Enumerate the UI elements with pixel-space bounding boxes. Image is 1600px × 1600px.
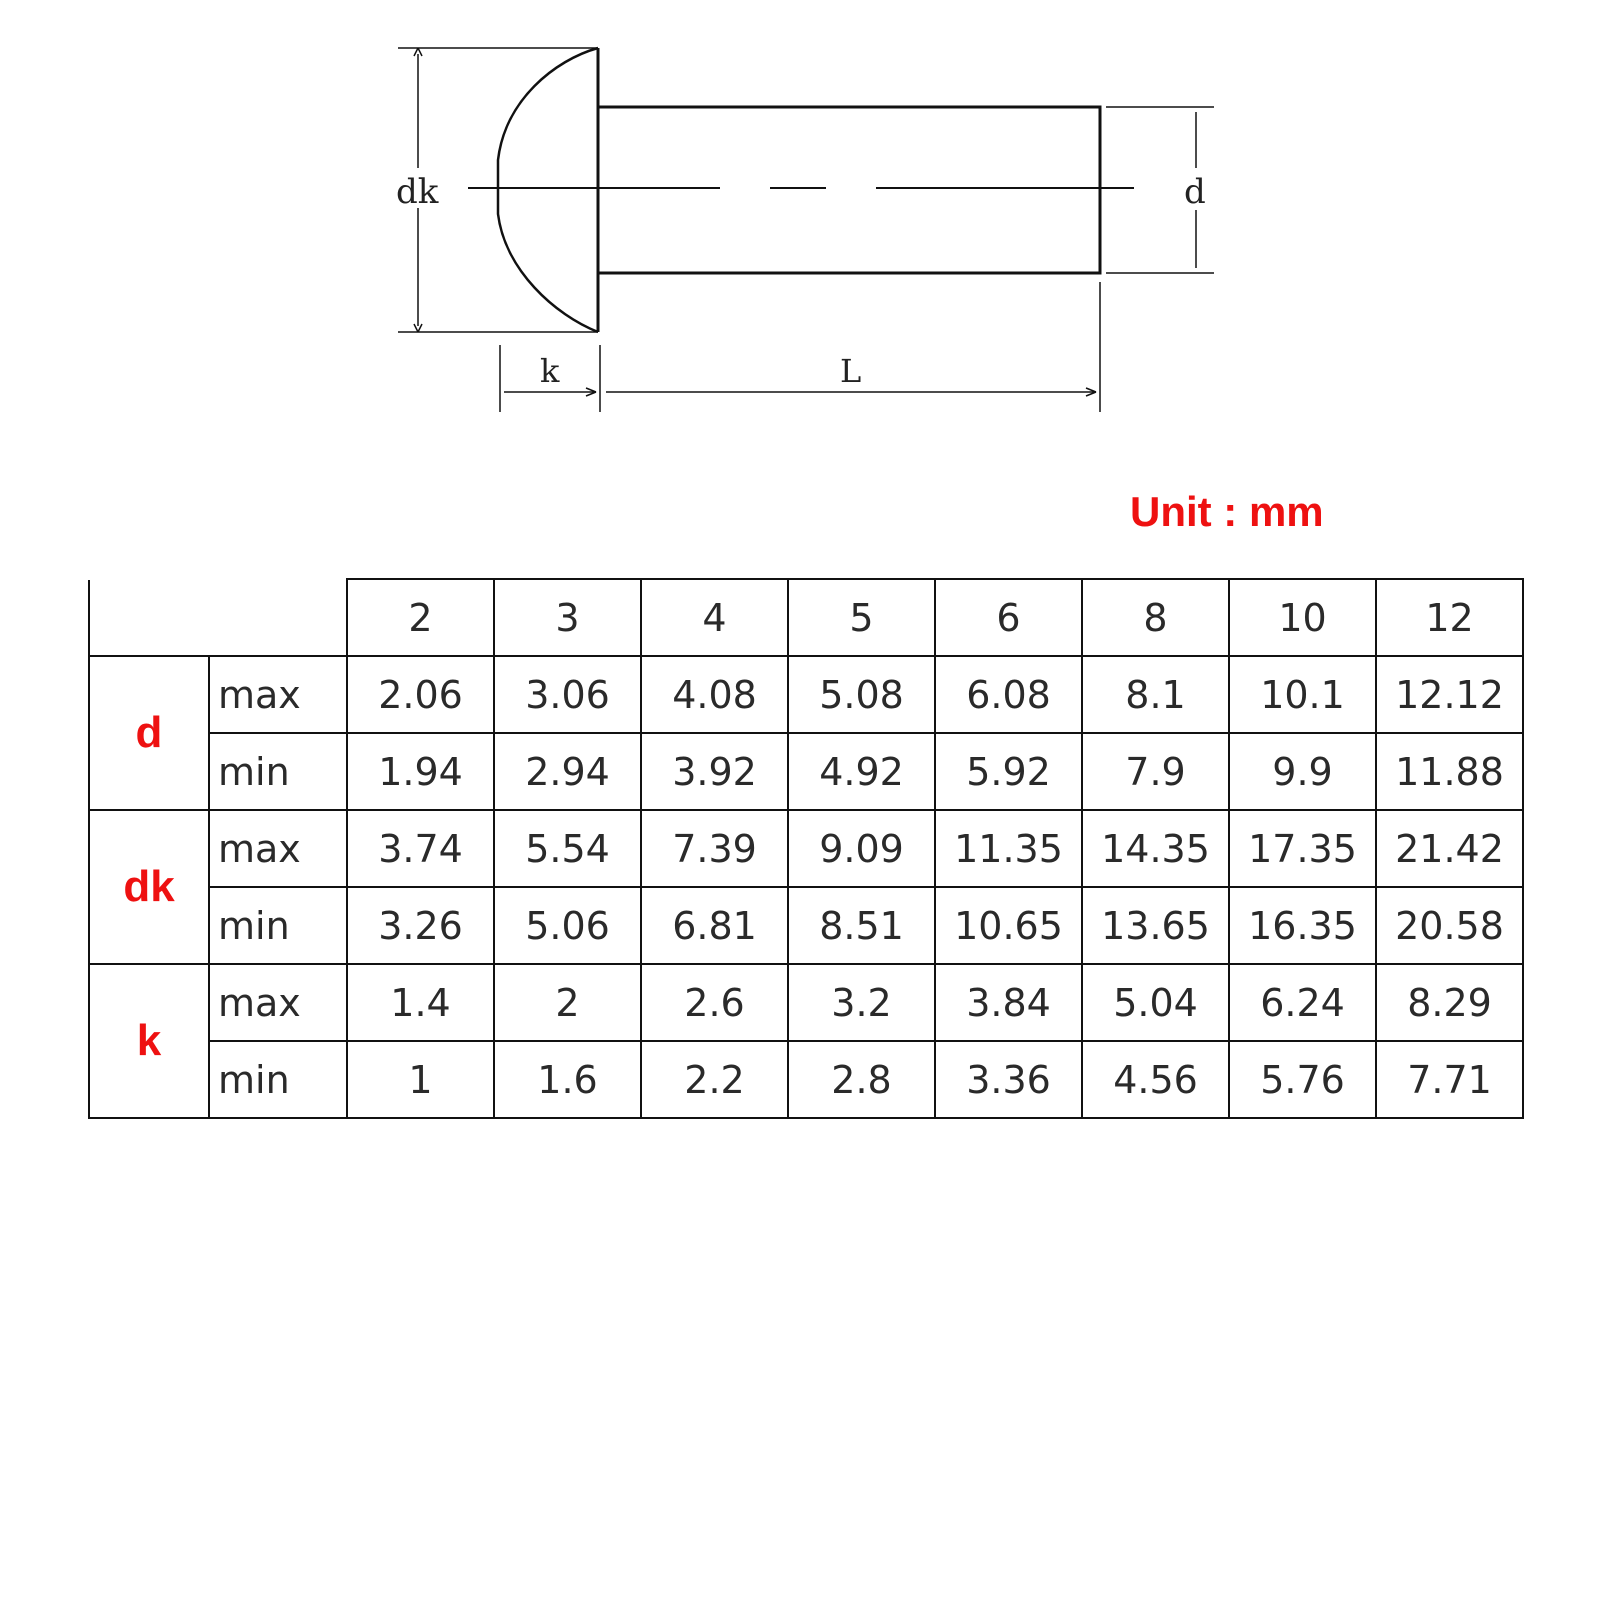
value-cell: 5.08 [788, 656, 935, 733]
size-header-cell: 5 [788, 579, 935, 656]
value-cell: 20.58 [1376, 887, 1523, 964]
value-cell: 3.92 [641, 733, 788, 810]
table-row [89, 1041, 1523, 1118]
size-header-cell: 6 [935, 579, 1082, 656]
value-cell: 9.09 [788, 810, 935, 887]
header-row [89, 579, 1523, 656]
value-cell: 13.65 [1082, 887, 1229, 964]
size-header-cell: 12 [1376, 579, 1523, 656]
size-header-cell: 4 [641, 579, 788, 656]
value-cell: 9.9 [1229, 733, 1376, 810]
bound-label-cell: max [209, 656, 347, 733]
value-cell: 1 [347, 1041, 494, 1118]
L-label: L [840, 352, 862, 390]
rivet-head-outline [498, 48, 598, 332]
value-cell: 8.51 [788, 887, 935, 964]
value-cell: 12.12 [1376, 656, 1523, 733]
param-name-cell: d [89, 656, 209, 810]
param-name-cell: k [89, 964, 209, 1118]
param-name-cell: dk [89, 810, 209, 964]
value-cell: 10.65 [935, 887, 1082, 964]
value-cell: 3.06 [494, 656, 641, 733]
value-cell: 5.76 [1229, 1041, 1376, 1118]
table-row [89, 964, 1523, 1041]
value-cell: 8.29 [1376, 964, 1523, 1041]
bound-label-cell: min [209, 1041, 347, 1118]
table-row [89, 733, 1523, 810]
corner-cell [89, 579, 347, 656]
table-row [89, 656, 1523, 733]
value-cell: 2.06 [347, 656, 494, 733]
value-cell: 3.74 [347, 810, 494, 887]
value-cell: 5.04 [1082, 964, 1229, 1041]
value-cell: 6.81 [641, 887, 788, 964]
value-cell: 1.94 [347, 733, 494, 810]
unit-label: Unit : mm [1130, 488, 1324, 535]
bound-label-cell: max [209, 810, 347, 887]
bound-label-cell: min [209, 887, 347, 964]
value-cell: 3.36 [935, 1041, 1082, 1118]
value-cell: 16.35 [1229, 887, 1376, 964]
value-cell: 7.39 [641, 810, 788, 887]
size-header-cell: 2 [347, 579, 494, 656]
k-L-dimension-lines [500, 282, 1100, 412]
table-row [89, 887, 1523, 964]
k-label: k [540, 352, 560, 390]
value-cell: 5.54 [494, 810, 641, 887]
value-cell: 4.08 [641, 656, 788, 733]
value-cell: 3.26 [347, 887, 494, 964]
d-label: d [1184, 172, 1206, 212]
rivet-shank-outline [598, 107, 1100, 273]
rivet-drawing [0, 0, 1600, 440]
value-cell: 1.4 [347, 964, 494, 1041]
value-cell: 4.92 [788, 733, 935, 810]
size-header-cell: 10 [1229, 579, 1376, 656]
value-cell: 6.24 [1229, 964, 1376, 1041]
spec-table [88, 578, 1524, 1119]
value-cell: 8.1 [1082, 656, 1229, 733]
value-cell: 6.08 [935, 656, 1082, 733]
value-cell: 2.2 [641, 1041, 788, 1118]
value-cell: 11.35 [935, 810, 1082, 887]
bound-label-cell: min [209, 733, 347, 810]
value-cell: 3.84 [935, 964, 1082, 1041]
value-cell: 3.2 [788, 964, 935, 1041]
value-cell: 14.35 [1082, 810, 1229, 887]
value-cell: 5.06 [494, 887, 641, 964]
value-cell: 2.6 [641, 964, 788, 1041]
size-header-cell: 8 [1082, 579, 1229, 656]
value-cell: 21.42 [1376, 810, 1523, 887]
value-cell: 4.56 [1082, 1041, 1229, 1118]
value-cell: 7.9 [1082, 733, 1229, 810]
size-header-cell: 3 [494, 579, 641, 656]
value-cell: 17.35 [1229, 810, 1376, 887]
value-cell: 2 [494, 964, 641, 1041]
value-cell: 10.1 [1229, 656, 1376, 733]
value-cell: 2.94 [494, 733, 641, 810]
value-cell: 7.71 [1376, 1041, 1523, 1118]
value-cell: 1.6 [494, 1041, 641, 1118]
value-cell: 2.8 [788, 1041, 935, 1118]
dk-label: dk [396, 172, 439, 212]
value-cell: 11.88 [1376, 733, 1523, 810]
bound-label-cell: max [209, 964, 347, 1041]
table-row [89, 810, 1523, 887]
value-cell: 5.92 [935, 733, 1082, 810]
